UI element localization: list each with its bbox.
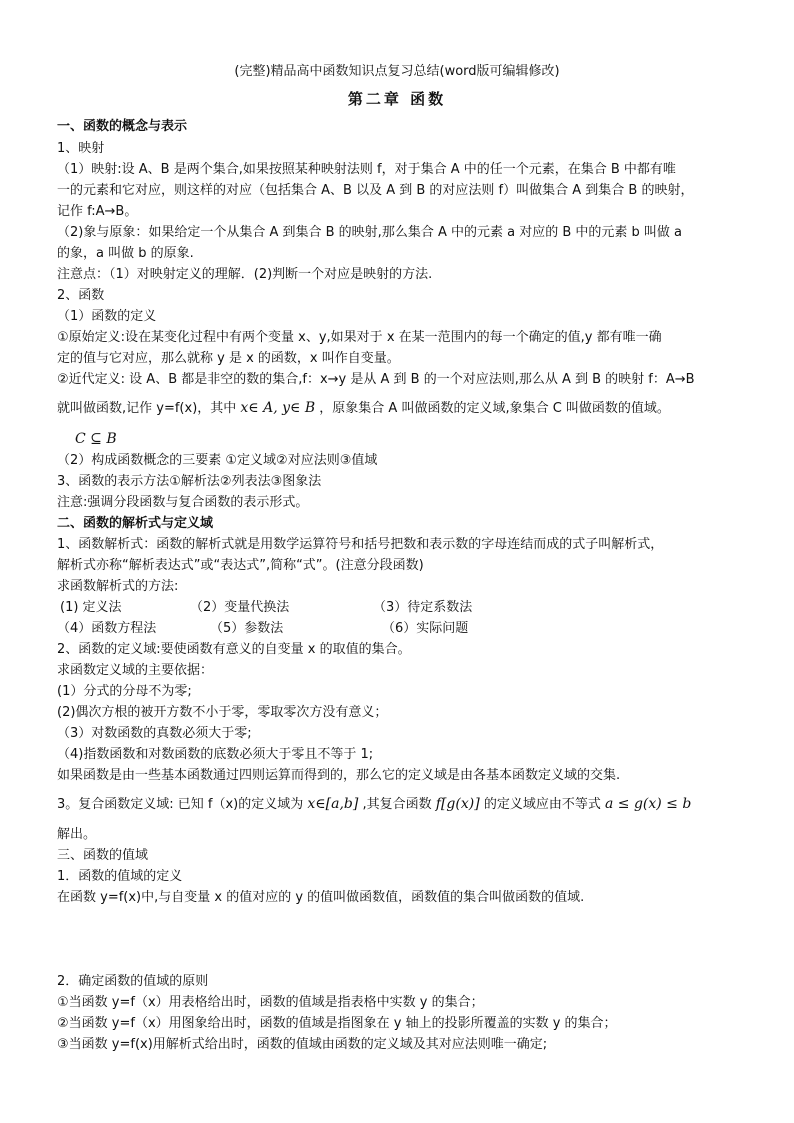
text-span: 的定义域应由不等式 xyxy=(483,797,601,812)
paragraph-line: 1．函数的值域的定义 xyxy=(57,869,183,884)
paragraph-line: ①当函数 y=f（x）用表格给出时，函数的值域是指表格中实数 y 的集合； xyxy=(57,995,484,1010)
subheading-mapping: 1、映射 xyxy=(57,141,105,156)
paragraph-line-with-math xyxy=(57,795,691,814)
paragraph-line: （2)象与原象：如果给定一个从集合 A 到集合 B 的映射,那么集合 A 中的元素 a 对应的 B 中的元素 b 叫做 a xyxy=(57,225,683,240)
note-line: 注意:强调分段函数与复合函数的表示形式。 xyxy=(57,495,309,510)
paragraph-line: 记作 f:A→B。 xyxy=(57,204,138,219)
method-item: （2）变量代换法 xyxy=(190,600,290,615)
math-formula: x∈ A, y∈ B xyxy=(240,400,316,416)
chapter-title: 第二章 函数 xyxy=(347,90,447,108)
rule-item: (1）分式的分母不为零; xyxy=(57,684,192,699)
paragraph-line: （1）函数的定义 xyxy=(57,309,157,324)
math-formula: a ≤ g(x) ≤ b xyxy=(604,796,692,812)
text-span: 3。复合函数定义域: 已知 f（x)的定义域为 xyxy=(57,797,304,812)
paragraph-line: 求函数定义域的主要依据： xyxy=(57,663,214,678)
method-item: （5）参数法 xyxy=(210,621,284,636)
section-heading-2: 二、函数的解析式与定义域 xyxy=(57,516,214,531)
rule-item: (2)偶次方根的被开方数不小于零，零取零次方没有意义； xyxy=(57,705,388,720)
paragraph-line: （2）构成函数概念的三要素 ①定义域②对应法则③值域 xyxy=(57,453,378,468)
method-item: （3）待定系数法 xyxy=(373,600,473,615)
method-item: (1) 定义法 xyxy=(60,600,122,615)
rule-item: （3）对数函数的真数必须大于零; xyxy=(57,726,252,741)
paragraph-line: 2．确定函数的值域的原则 xyxy=(57,974,209,989)
paragraph-line: 在函数 y=f(x)中,与自变量 x 的值对应的 y 的值叫做函数值，函数值的集合叫做函数的值域. xyxy=(57,890,585,905)
paragraph-line: ②当函数 y=f（x）用图象给出时，函数的值域是指图象在 y 轴上的投影所覆盖的实数 y 的集合； xyxy=(57,1016,617,1031)
math-formula: f[g(x)] xyxy=(435,796,480,812)
math-line xyxy=(75,430,117,449)
note-line: 注意点：（1）对映射定义的理解．(2)判断一个对应是映射的方法. xyxy=(57,267,433,282)
text-span: ，原象集合 A 叫做函数的定义域,象集合 C 叫做函数的值域。 xyxy=(319,401,670,416)
paragraph-line: 解出。 xyxy=(57,827,97,842)
document-header: (完整)精品高中函数知识点复习总结(word版可编辑修改) xyxy=(234,64,560,79)
paragraph-line: 的象，a 叫做 b 的原象. xyxy=(57,246,194,261)
method-item: （6）实际问题 xyxy=(382,621,469,636)
math-formula: C ⊆ B xyxy=(75,431,117,447)
paragraph-line: 2、函数的定义域:要使函数有意义的自变量 x 的取值的集合。 xyxy=(57,642,411,657)
subheading-function: 2、函数 xyxy=(57,288,105,303)
section-heading-1: 一、函数的概念与表示 xyxy=(57,119,188,134)
math-formula: x∈[a,b] xyxy=(307,796,359,812)
paragraph-line: （1）映射:设 A、B 是两个集合,如果按照某种映射法则 f，对于集合 A 中的任一个元素，在集合 B 中都有唯 xyxy=(57,162,676,177)
method-item: （4）函数方程法 xyxy=(57,621,157,636)
paragraph-line: 一的元素和它对应，则这样的对应（包括集合 A、B 以及 A 到 B 的对应法则 f）叫做集合 A 到集合 B 的映射， xyxy=(57,183,694,198)
paragraph-line: 求函数解析式的方法: xyxy=(57,579,179,594)
section-heading-3: 三、函数的值域 xyxy=(57,848,149,863)
paragraph-line: ③当函数 y=f(x)用解析式给出时，函数的值域由函数的定义域及其对应法则唯一确定; xyxy=(57,1037,548,1052)
paragraph-line: 如果函数是由一些基本函数通过四则运算而得到的，那么它的定义域是由各基本函数定义域的交集. xyxy=(57,768,621,783)
paragraph-line: ①原始定义:设在某变化过程中有两个变量 x、y,如果对于 x 在某一范围内的每一个确定的值,y 都有唯一确 xyxy=(57,330,662,345)
paragraph-line: 1、函数解析式：函数的解析式就是用数学运算符号和括号把数和表示数的字母连结而成的式子叫解析式， xyxy=(57,537,664,552)
paragraph-line: ②近代定义: 设 A、B 都是非空的数的集合,f：x→y 是从 A 到 B 的一个对应法则,那么从 A 到 B 的映射 f：A→B xyxy=(57,372,695,387)
text-span: 就叫做函数,记作 y=f(x)，其中 xyxy=(57,401,237,416)
paragraph-line: 3、函数的表示方法①解析法②列表法③图象法 xyxy=(57,474,322,489)
paragraph-line: 定的值与它对应，那么就称 y 是 x 的函数，x 叫作自变量。 xyxy=(57,351,400,366)
rule-item: （4)指数函数和对数函数的底数必须大于零且不等于 1; xyxy=(57,747,374,762)
text-span: ,其复合函数 xyxy=(362,797,432,812)
paragraph-line-with-math xyxy=(57,399,670,418)
paragraph-line: 解析式亦称“解析表达式”或“表达式”,简称“式”。(注意分段函数) xyxy=(57,558,424,573)
